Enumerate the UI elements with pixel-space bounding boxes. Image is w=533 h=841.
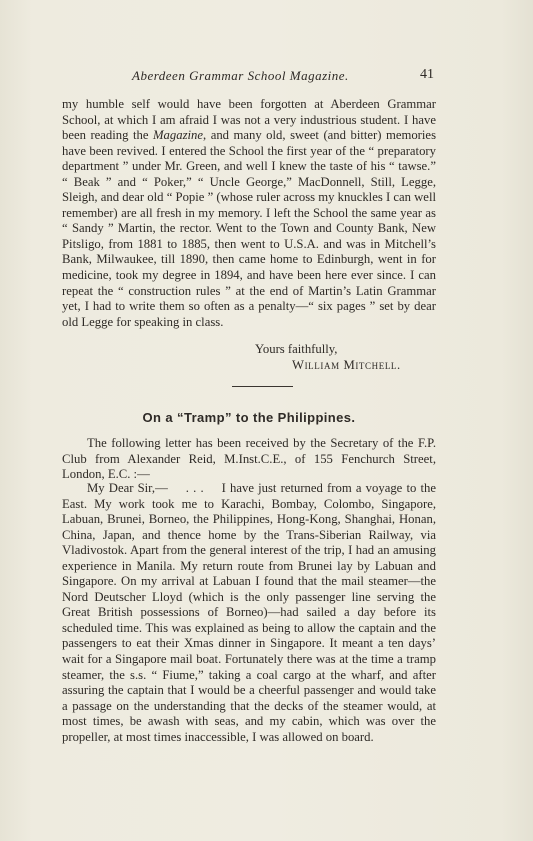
intro-paragraph: The following letter has been received by the Secretary of the F.P. Club from Alexander Reid, M.Inst.C.E., of 155 Fenchurch Street, London, E.C. :—	[62, 436, 436, 482]
running-title: Aberdeen Grammar School Magazine.	[132, 68, 349, 83]
magazine-title-italic: Magazine	[152, 128, 204, 143]
letter-body-text: I have just returned from a voyage to the East. My work took me to Karachi, Bombay, Colombo, Singapore, Labuan, Brunei, Borneo, the Philippines, Hong-Kong, Shanghai, Honan, China, Japan, and thence home by the Trans-Siberian Railway, via Vladivostok. Apart from the general interest of the trip, I had an amusing experience in Manila. My return route from Brunei lay by Labuan and Singapore. On my arrival at Labuan I found that the mail steamer—the Nord Deutscher Lloyd (which is the only passenger line serving the Great British possessions of Borneo)—had sailed a day before its scheduled time. This was explained as being to allow the captain and the passengers to eat their Xmas dinner in Singapore. It meant a ten days’ wait for a Singapore mail boat. Fortunately there was at the time a tramp steamer, the s.s. “ Fiume,” taking a coal cargo at the wharf, and after assuring the captain that I would be a cheerful passenger and would take a passage on the understanding that the decks of the steamer would, at most times, be awash with seas, and my cabin, which was over the propeller, at most times inaccessible, I was allowed on board.	[62, 481, 436, 744]
article-heading: On a “Tramp” to the Philippines.	[142, 410, 356, 425]
article-intro	[62, 436, 436, 483]
section-divider	[232, 386, 293, 387]
letter-paragraph-2	[62, 481, 436, 745]
valediction: Yours faithfully,	[255, 342, 338, 356]
article-letter	[62, 481, 436, 745]
letter-closing	[62, 342, 436, 373]
page-number: 41	[420, 67, 434, 82]
ellipsis: . . .	[185, 481, 204, 495]
letter-text-start: my humble self would have been forgotten at Aberdeen Grammar School, at which I am afraid I was not a very industrious student. I have been reading the	[62, 97, 436, 143]
letter-paragraph	[62, 97, 436, 330]
salutation: My Dear Sir,—	[87, 481, 168, 495]
letter-body	[62, 97, 436, 330]
letter-text-end: , and many old, sweet (and bitter) memories have been revived. I entered the School the first year of the “ preparatory department ” under Mr. Green, and well I knew the taste of his “ tawse.” “ Beak ” and “ Poker,” “ Uncle George,” MacDonnell, Still, Legge, Sleigh, and dear old “ Popie ” (whose ruler across my knuckles I can well remember) are all fresh in my memory. I left the School the same year as “ Sandy ” Martin, the rector. Went to the Town and County Bank, New Pitsligo, from 1881 to 1885, then went to U.S.A. and was in Mitchell’s Bank, Milwaukee, till 1890, then came home to Edinburgh, went in for medicine, took my degree in 1894, and have been here ever since. I can repeat the “ construction rules ” at the end of Martin’s Latin Grammar yet, I had to write them so often as a penalty—“ six pages ” set by dear old Legge for speaking in class.	[62, 128, 437, 329]
page-header	[62, 68, 436, 86]
signature: William Mitchell.	[292, 357, 401, 372]
